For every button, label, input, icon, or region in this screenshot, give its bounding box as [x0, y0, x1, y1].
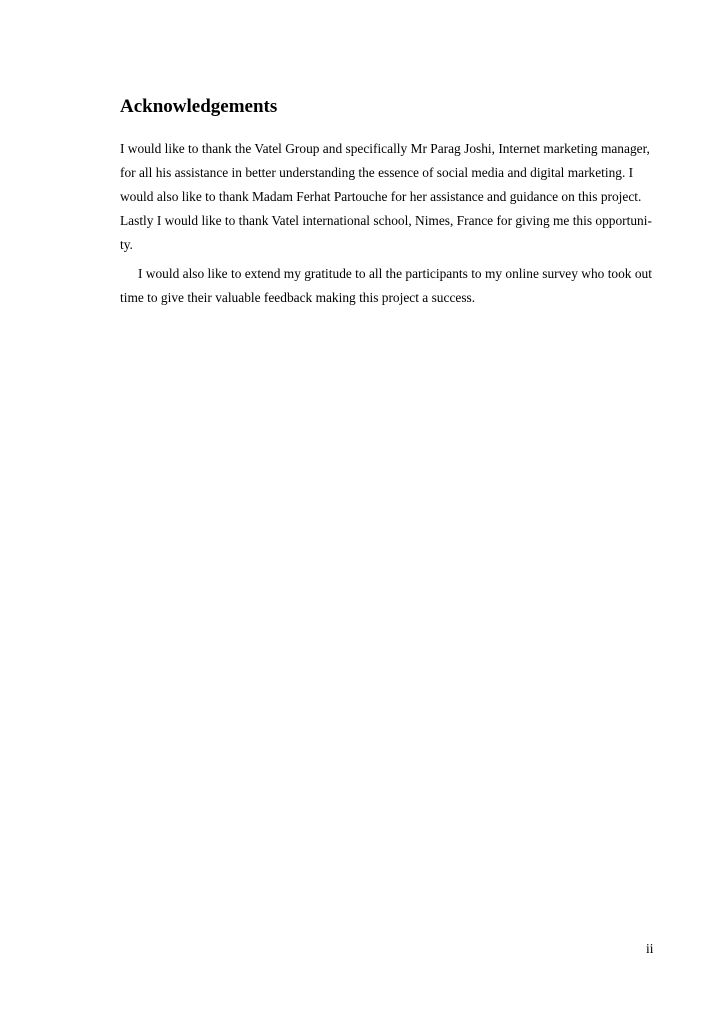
paragraph-2-line-1: I would also like to extend my gratitude to all the participants to my online survey who took out [138, 266, 652, 281]
paragraph-1-line-3: would also like to thank Madam Ferhat Partouche for her assistance and guidance on this project. [120, 189, 642, 204]
paragraph-1-line-5: ty. [120, 237, 133, 252]
page-title: Acknowledgements [120, 96, 278, 117]
paragraph-1-line-4: Lastly I would like to thank Vatel international school, Nimes, France for giving me this opportuni- [120, 213, 652, 228]
page-number: ii [646, 941, 654, 956]
paragraph-2-line-2: time to give their valuable feedback making this project a success. [120, 290, 476, 305]
paragraph-1-line-1: I would like to thank the Vatel Group and specifically Mr Parag Joshi, Internet marketing manager, [120, 141, 650, 156]
paragraph-1-line-2: for all his assistance in better understanding the essence of social media and digital marketing. I [120, 165, 634, 180]
